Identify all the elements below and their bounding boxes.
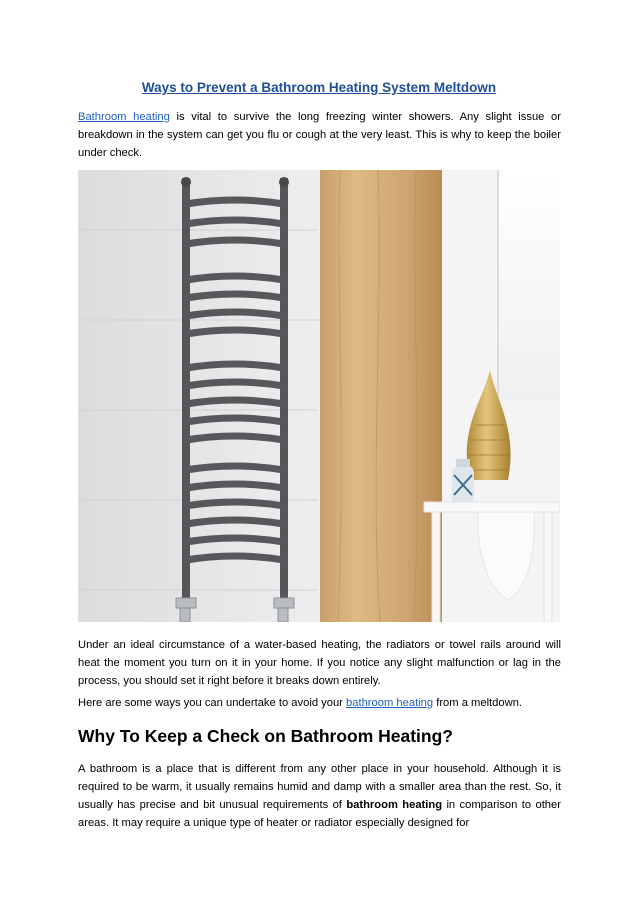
intro-paragraph <box>78 108 561 162</box>
why-text-after: in comparison to other areas. It may require a unique type of heater or radiator especially designed for <box>78 799 561 829</box>
page-title: Ways to Prevent a Bathroom Heating System Meltdown <box>141 80 497 95</box>
bathroom-heating-link[interactable]: Bathroom heating <box>78 111 170 123</box>
ways-text-before: Here are some ways you can undertake to avoid your <box>78 697 347 709</box>
ways-paragraph <box>78 694 561 712</box>
radiator-paragraph: Under an ideal circumstance of a water-based heating, the radiators or towel rails around will heat the moment you turn on it in your home. If you notice any slight malfunction or lag in the process, you should set it right before it breaks down entirely. <box>78 639 561 687</box>
why-paragraph <box>78 760 561 832</box>
section-heading: Why To Keep a Check on Bathroom Heating? <box>78 726 453 746</box>
towel-radiator-photo <box>78 170 560 622</box>
bathroom-heating-link-2[interactable]: bathroom heating <box>346 697 434 709</box>
ways-text-after: from a meltdown. <box>433 697 523 709</box>
why-bold-term: bathroom heating <box>346 799 443 811</box>
intro-text: is vital to survive the long freezing winter showers. Any slight issue or breakdown in the system can get you flu or cough at the very least. This is why to keep the boiler under check. <box>78 111 561 159</box>
why-text-before: A bathroom is a place that is different from any other place in your household. Although it is required to be warm, it usually remains humid and damp with a smaller area than the rest. So, it usually has precise and bit unusual requirements of <box>78 763 561 811</box>
